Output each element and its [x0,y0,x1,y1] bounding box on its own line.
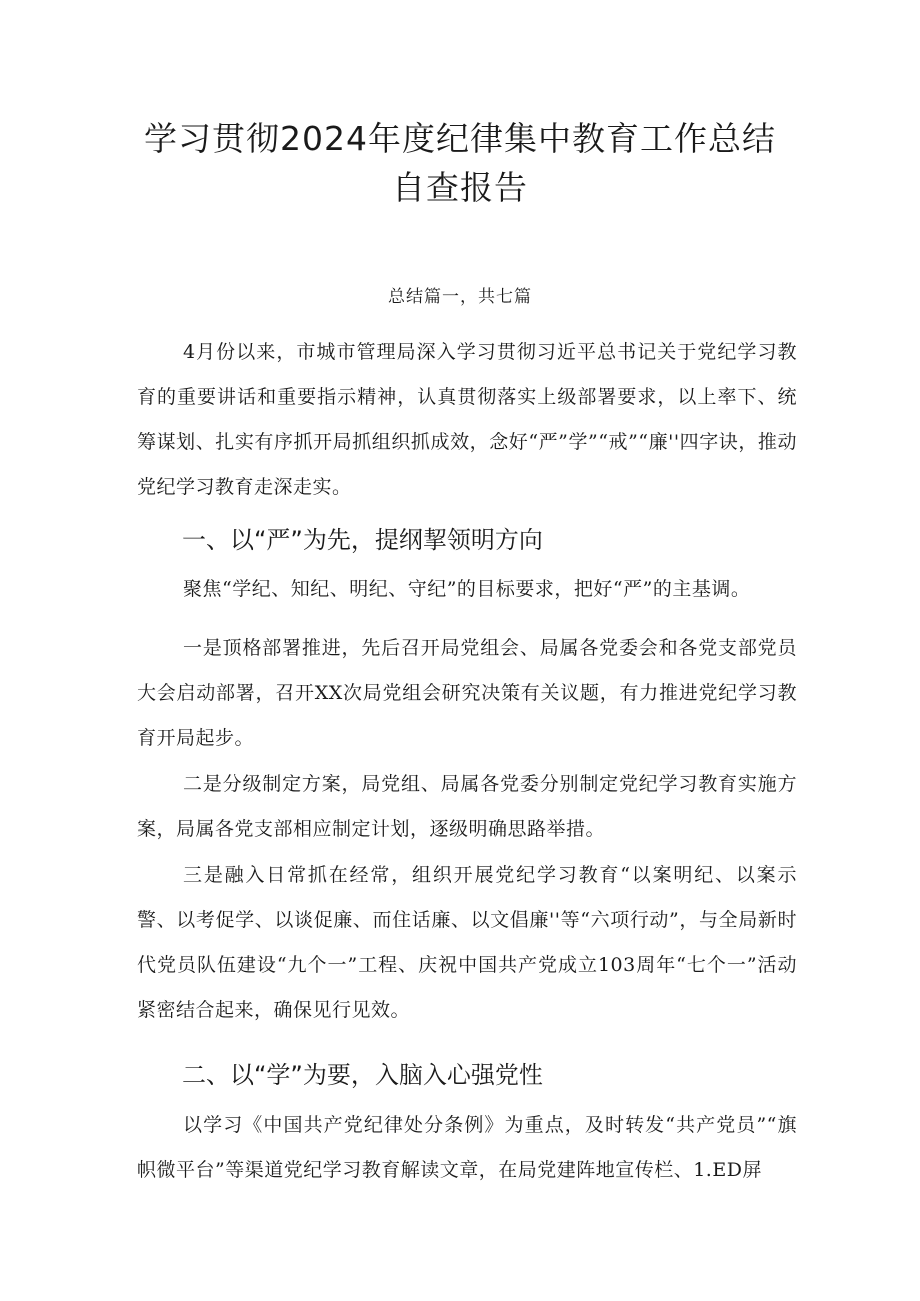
document-subtitle: 总结篇一，共七篇 [388,287,532,307]
section1-lead-paragraph: 聚焦“学纪、知纪、明纪、守纪”的目标要求，把好“严”的主基调。 [183,578,751,600]
document-title-line1: 学习贯彻2024年度纪律集中教育工作总结 [144,119,776,158]
section1-item1-paragraph: 一是顶格部署推进，先后召开局党组会、局属各党委会和各党支部党员大会启动部署，召开XX次局党组会研究决策有关议题，有力推进党纪学习教育开局起步。 [137,637,797,749]
document-title-line2: 自查报告 [392,168,528,207]
section2-lead-paragraph: 以学习《中国共产党纪律处分条例》为重点，及时转发“共产党员”“旗帜微平台”等渠道党纪学习教育解读文章，在局党建阵地宣传栏、1.ED屏 [137,1114,797,1181]
section1-heading: 一、以“严”为先，提纲挈领明方向 [182,526,543,554]
intro-paragraph: 4月份以来，市城市管理局深入学习贯彻习近平总书记关于党纪学习教育的重要讲话和重要指示精神，认真贯彻落实上级部署要求，以上率下、统筹谋划、扎实有序抓开局抓组织抓成效，念好“严”学”“戒”“廉''四字诀，推动党纪学习教育走深走实。 [137,341,797,498]
section1-item2-paragraph: 二是分级制定方案，局党组、局属各党委分别制定党纪学习教育实施方案，局属各党支部相应制定计划，逐级明确思路举措。 [137,773,797,840]
section2-heading: 二、以“学”为要，入脑入心强党性 [182,1061,543,1089]
section1-item3-paragraph: 三是融入日常抓在经常，组织开展党纪学习教育“以案明纪、以案示警、以考促学、以谈促廉、而住话廉、以文倡廉''等“六项行动”，与全局新时代党员队伍建设“九个一”工程、庆祝中国共产党成立103周年“七个一”活动紧密结合起来，确保见行见效。 [137,864,797,1021]
